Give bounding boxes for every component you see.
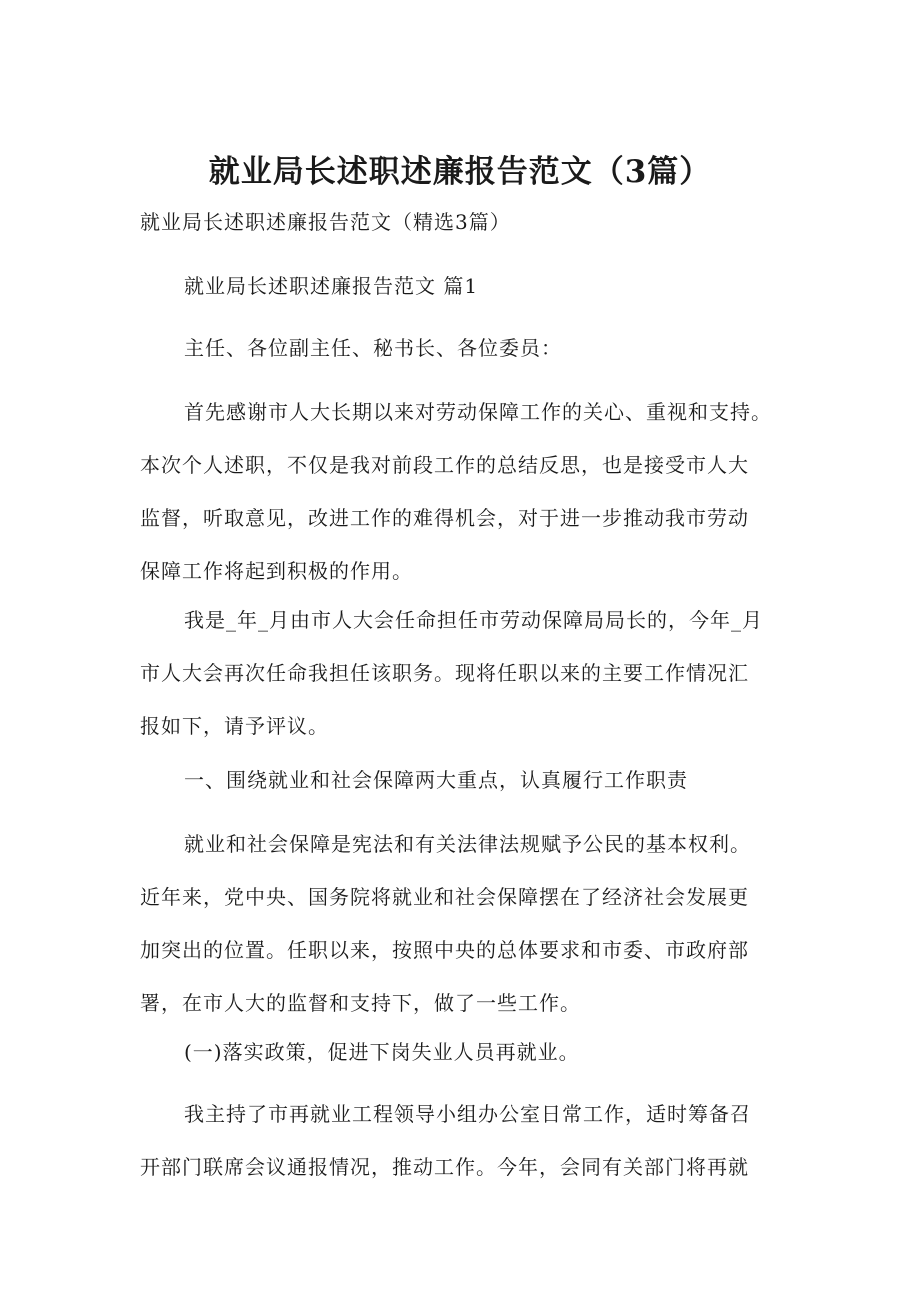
paragraph-line: 近年来，党中央、国务院将就业和社会保障摆在了经济社会发展更	[140, 885, 749, 909]
paragraph-3	[140, 818, 800, 1030]
section-heading-block	[140, 260, 800, 313]
subheading-1: (一)落实政策，促进下岗失业人员再就业。	[184, 1040, 580, 1064]
paragraph-line: 市人大会再次任命我担任该职务。现将任职以来的主要工作情况汇	[140, 661, 749, 685]
paragraph-line: 本次个人述职，不仅是我对前段工作的总结反思，也是接受市人大	[140, 453, 749, 477]
paragraph-line: 报如下，请予评议。	[140, 714, 329, 738]
section-heading: 就业局长述职述廉报告范文 篇1	[184, 274, 479, 298]
paragraph-4	[140, 1088, 800, 1194]
salutation-block	[140, 322, 800, 375]
paragraph-line: 首先感谢市人大长期以来对劳动保障工作的关心、重视和支持。	[184, 400, 772, 424]
paragraph-line: 加突出的位置。任职以来，按照中央的总体要求和市委、市政府部	[140, 938, 749, 962]
paragraph-line: 我是_年_月由市人大会任命担任市劳动保障局局长的，今年_月	[184, 608, 763, 632]
paragraph-line: 监督，听取意见，改进工作的难得机会，对于进一步推动我市劳动	[140, 506, 749, 530]
document-title: 就业局长述职述廉报告范文（3篇）	[208, 154, 712, 190]
salutation: 主任、各位副主任、秘书长、各位委员：	[184, 336, 562, 360]
heading-1-block	[140, 754, 800, 807]
paragraph-line: 署，在市人大的监督和支持下，做了一些工作。	[140, 991, 581, 1015]
paragraph-line: 保障工作将起到积极的作用。	[140, 559, 413, 583]
paragraph-line: 开部门联席会议通报情况，推动工作。今年，会同有关部门将再就	[140, 1155, 749, 1179]
paragraph-line: 我主持了市再就业工程领导小组办公室日常工作，适时筹备召	[184, 1102, 751, 1126]
section-heading-1: 一、围绕就业和社会保障两大重点，认真履行工作职责	[184, 768, 688, 792]
paragraph-line: 就业和社会保障是宪法和有关法律法规赋予公民的基本权利。	[184, 832, 751, 856]
subheading-1-block	[140, 1026, 800, 1079]
document-subtitle: 就业局长述职述廉报告范文（精选3篇）	[140, 210, 511, 234]
paragraph-1	[140, 386, 800, 598]
paragraph-2	[140, 594, 800, 753]
